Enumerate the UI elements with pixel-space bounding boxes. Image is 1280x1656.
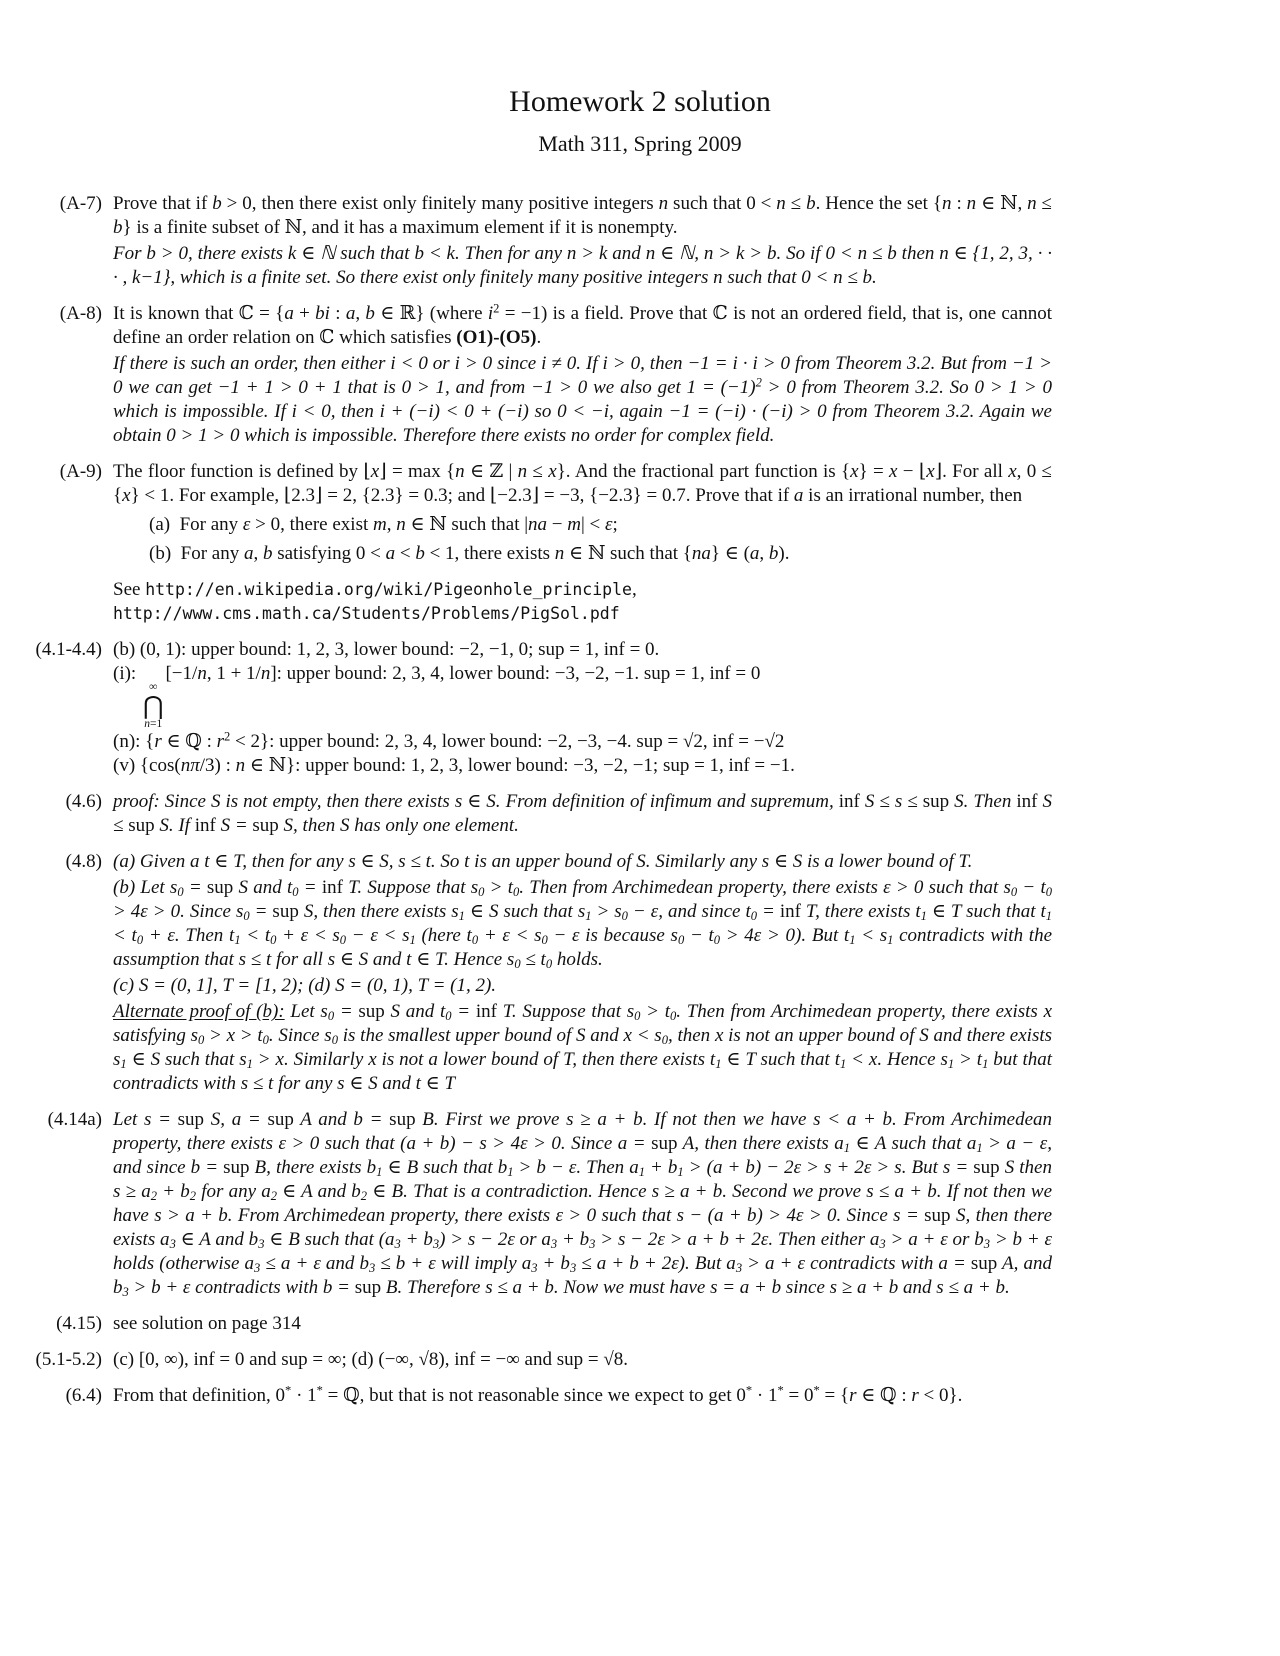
problem-body (113, 1384, 1052, 1408)
problem-a8 (14, 302, 1052, 448)
see-label: See (113, 579, 146, 600)
problem-label: (A-7) (59, 193, 102, 214)
problem-label: (4.6) (65, 791, 102, 813)
problem-body (113, 638, 1052, 778)
problem-414a (14, 1108, 1052, 1300)
list-item-a: (a) For any ε > 0, there exist m, n ∈ ℕ such that |na − m| < ε; (149, 514, 618, 535)
problem-label: (6.4) (65, 1385, 102, 1407)
problem-body (113, 192, 1052, 290)
pigeonhole-principle-link[interactable]: http://en.wikipedia.org/wiki/Pigeonhole_principle (145, 580, 632, 599)
problem-label: (4.14a) (47, 1109, 102, 1131)
problem-a9 (14, 460, 1052, 626)
problem-label: (4.8) (65, 851, 102, 873)
solution-paragraph: Let s = sup S, a = sup A and b = sup B. First we prove s ≥ a + b. If not then we have s < a + b. From Archimedean property, there exists ε > 0 such that (a + b) − s > 4ε > 0. Since a = sup A, then there exists $a_1$ ∈ A such that $a_1 > a - \varepsilon$, and since b = sup B, there exists $b_1$ ∈ B such that $b_1 > b - \varepsilon$. Then $a_1 + b_1 > (a + b) - 2\varepsilon > s + 2\varepsilon > s$. But s = sup S then $s \ge a_2 + b_2$ for any $a_2$ ∈ A and $b_2$ ∈ B. That is a contradiction. Hence s ≥ a + b. Second we prove s ≤ a + b. If not then we have s > a + b. From Archimedean property, there exists ε > 0 such that s − (a + b) > 4ε > 0. Since s = sup S, then there exists $a_3$ ∈ A and $b_3$ ∈ B such that $(a_3 + b_3) > s - 2\varepsilon$ or $a_3 + b_3 > s - 2\varepsilon > a + b + 2\varepsilon$. Then either $a_3 > a + \varepsilon$ or $b_3 > b + \varepsilon$ holds (otherwise $a_3 \le a + \varepsilon$ and $b_3 \le b + \varepsilon$ will imply $a_3 + b_3 \le a + b + 2\varepsilon$). But $a_3 > a + \varepsilon$ contradicts with a = sup A, and $b_3 > b + \varepsilon$ contradicts with b = sup B. Therefore s ≤ a + b. Now we must have s = a + b since s ≥ a + b and s ≤ a + b. (113, 1109, 1053, 1300)
answer-line: From that definition, 0* · 1* = ℚ, but that is not reasonable since we expect to get 0* · 1* = 0* = {r ∈ ℚ : r < 0}. (113, 1384, 963, 1407)
problem-48 (14, 850, 1052, 1096)
problem-label: (5.1-5.2) (35, 1349, 102, 1371)
problem-label: (4.15) (56, 1313, 102, 1335)
list-item-b: (b) For any a, b satisfying 0 < a < b < 1, there exists n ∈ ℕ such that {na} ∈ (a, b). (149, 543, 790, 564)
problem-41-44 (14, 638, 1052, 778)
solution-part-c: (c) S = (0, 1], T = [1, 2); (d) S = (0, 1), T = (1, 2). (113, 975, 497, 997)
problem-label: (A-8) (59, 303, 102, 324)
problem-statement: The floor function is defined by ⌊x⌋ = max {n ∈ ℤ | n ≤ x}. And the fractional part function is {x} = x − ⌊x⌋. For all x, 0 ≤ {x} < 1. For example, ⌊2.3⌋ = 2, {2.3} = 0.3; and ⌊−2.3⌋ = −3, {−2.3} = 0.7. Prove that if a is an irrational number, then (113, 461, 1052, 506)
problem-46 (14, 790, 1052, 838)
problem-body (113, 1312, 1052, 1336)
reference-links (113, 578, 1052, 626)
document-subtitle: Math 311, Spring 2009 (538, 131, 742, 156)
solution-alternate-proof: Alternate proof of (b): Let $s_0$ = sup S and $t_0$ = inf T. Suppose that $s_0 > t_0$. Then from Archimedean property, there exists x satisfying $s_0 > x > t_0$. Since $s_0$ is the smallest upper bound of S and $x < s_0$, then x is not an upper bound of S and there exists $s_1$ ∈ S such that $s_1 > x$. Similarly x is not a lower bound of T, then there exists $t_1$ ∈ T such that $t_1 < x$. Hence $s_1 > t_1$ but that contradicts with s ≤ t for any s ∈ S and t ∈ T (113, 1001, 1053, 1095)
problem-label: (A-9) (59, 461, 102, 482)
answer-line: (c) [0, ∞), inf = 0 and sup = ∞; (d) (−∞, √8), inf = −∞ and sup = √8. (113, 1349, 629, 1371)
answer-line-b: (b) (0, 1): upper bound: 1, 2, 3, lower bound: −2, −1, 0; sup = 1, inf = 0. (113, 639, 660, 660)
problem-statement: It is known that ℂ = {a + bi : a, b ∈ ℝ} (where $i^2 = -1$) is a field. Prove that ℂ is not an ordered field, that is, one cannot define an order relation on ℂ which satisfies (O1)-(O5). (113, 301, 1053, 348)
problem-body (113, 460, 1052, 626)
problem-body (113, 302, 1052, 448)
problem-body (113, 1348, 1052, 1372)
pigsol-link[interactable]: http://www.cms.math.ca/Students/Problems/PigSol.pdf (113, 604, 620, 623)
problem-statement: Prove that if b > 0, then there exist only finitely many positive integers n such that 0 < n ≤ b. Hence the set {n : n ∈ ℕ, n ≤ b} is a finite subset of ℕ, and it has a maximum element if it is nonempty. (113, 193, 1052, 238)
solution-paragraph: For b > 0, there exists k ∈ ℕ such that b < k. Then for any n > k and n ∈ ℕ, n > k > b. So if 0 < n ≤ b then n ∈ {1, 2, 3, · · · , k−1}, which is a finite set. So there exist only finitely many positive integers n such that 0 < n ≤ b. (113, 243, 1052, 288)
answer-line-v: (v) {cos(nπ/3) : n ∈ ℕ}: upper bound: 1, 2, 3, lower bound: −3, −2, −1; sup = 1, inf = −1. (113, 755, 795, 777)
solution-part-a: (a) Given a t ∈ T, then for any s ∈ S, s ≤ t. So t is an upper bound of S. Similarly any s ∈ S is a lower bound of T. (113, 851, 973, 873)
answer-line-n: (n): {r ∈ ℚ : $r^2 < 2$}: upper bound: 2, 3, 4, lower bound: −2, −3, −4. sup = √2, inf = −√2 (113, 730, 785, 753)
answer-line-i: (i): ∞ ⋂ n=1 [−1/n, 1 + 1/n]: upper bound: 2, 3, 4, lower bound: −3, −2, −1. sup = 1, inf = 0 (113, 663, 761, 730)
problem-51-52 (14, 1348, 1052, 1372)
problem-a7 (14, 192, 1052, 290)
link-separator: , (631, 579, 637, 600)
solution-reference: see solution on page 314 (113, 1313, 301, 1335)
solution-part-b: (b) Let $s_0$ = sup S and $t_0$ = inf T. Suppose that $s_0 > t_0$. Then from Archimedean property, there exists ε > 0 such that $s_0 - t_0 > 4\varepsilon > 0$. Since $s_0$ = sup S, then there exists $s_1$ ∈ S such that $s_1 > s_0 - \varepsilon$, and since $t_0$ = inf T, there exists $t_1$ ∈ T such that $t_1 < t_0 + \varepsilon$. Then $t_1 < t_0 + \varepsilon < s_0 - \varepsilon < s_1$ (here $t_0 + \varepsilon < s_0 - \varepsilon$ is because $s_0 - t_0 > 4\varepsilon > 0$). But $t_1 < s_1$ contradicts with the assumption that s ≤ t for all s ∈ S and t ∈ T. Hence $s_0 \le t_0$ holds. (113, 877, 1053, 972)
solution-paragraph: proof: Since S is not empty, then there exists s ∈ S. From definition of infimum and supremum, inf S ≤ s ≤ sup S. Then inf S ≤ sup S. If inf S = sup S, then S has only one element. (113, 791, 1053, 837)
problem-body (113, 790, 1052, 838)
problem-body (113, 850, 1052, 1096)
document-title: Homework 2 solution (509, 85, 771, 118)
problem-body (113, 1108, 1052, 1300)
problem-64 (14, 1384, 1052, 1408)
solution-paragraph: If there is such an order, then either i < 0 or i > 0 since i ≠ 0. If i > 0, then −1 = i · i > 0 from Theorem 3.2. But from −1 > 0 we can get −1 + 1 > 0 + 1 that is 0 > 1, and from −1 > 0 we also get $1 = (-1)^2 > 0$ from Theorem 3.2. So 0 > 1 > 0 which is impossible. If i < 0, then i + (−i) < 0 + (−i) so 0 < −i, again −1 = (−i) · (−i) > 0 from Theorem 3.2. Again we obtain 0 > 1 > 0 which is impossible. Therefore there exists no order for complex field. (113, 353, 1052, 446)
problem-label: (4.1-4.4) (35, 639, 102, 660)
problem-415 (14, 1312, 1052, 1336)
